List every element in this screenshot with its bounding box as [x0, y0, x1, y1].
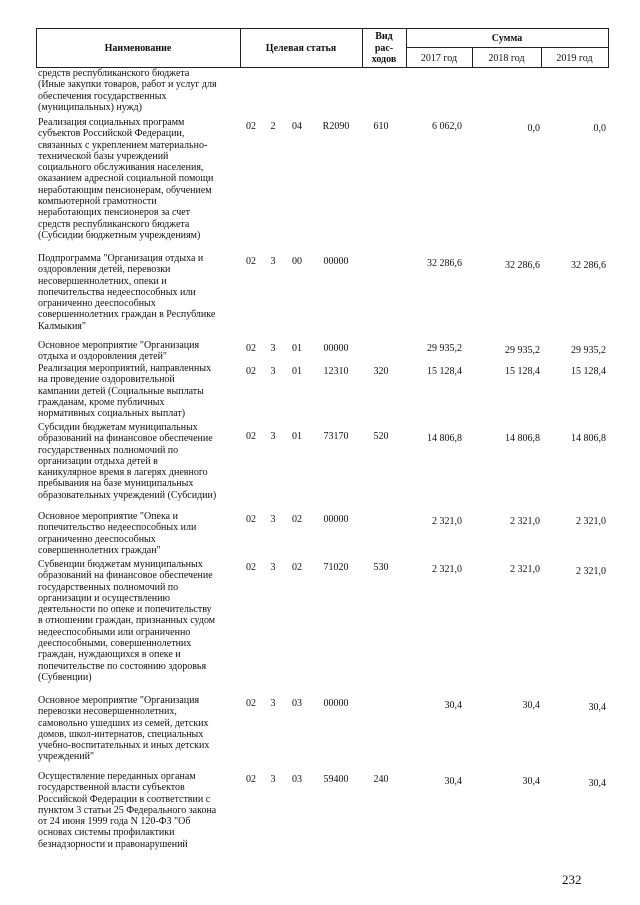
row-code-subprogram: 3: [270, 256, 276, 267]
row-code-program: 02: [246, 366, 256, 377]
row-code-subprogram: 3: [270, 431, 276, 442]
row-code-program: 02: [246, 562, 256, 573]
sum-subheader-border: [406, 47, 608, 48]
row-sum-2017: 14 806,8: [427, 433, 462, 444]
header-kind: Вид рас- ходов: [371, 31, 397, 65]
row-code-subprogram: 3: [270, 698, 276, 709]
row-sum-2018: 30,4: [522, 700, 540, 711]
row-code-subprogram: 3: [270, 514, 276, 525]
row-code-program: 02: [246, 431, 256, 442]
row-expense-kind: 610: [373, 121, 389, 132]
row-code-program: 02: [246, 121, 256, 132]
row-sum-2018: 29 935,2: [505, 345, 540, 356]
header-sum: Сумма: [491, 33, 523, 44]
row-name: Реализация мероприятий, направленных на проведение оздоровительной кампании детей (Социальные выплаты гражданам, кроме публичных нормативных социальных выплат): [38, 363, 212, 420]
page-number: 232: [562, 872, 582, 887]
row-expense-kind: 520: [373, 431, 389, 442]
row-code-direction: 00000: [323, 514, 349, 525]
row-code-activity: 02: [292, 514, 302, 525]
row-code-subprogram: 3: [270, 562, 276, 573]
row-code-subprogram: 3: [270, 366, 276, 377]
row-sum-2017: 32 286,6: [427, 258, 462, 269]
header-2018: 2018 год: [488, 53, 525, 64]
row-sum-2018: 2 321,0: [510, 564, 540, 575]
header-target: Целевая статья: [265, 43, 337, 54]
row-name: Подпрограмма "Организация отдыха и оздоровления детей, перевозки несовершеннолетних, опеки и попечительства недееспособных или ограниченно дееспособных совершеннолетних граждан в Республике Калмыкия": [38, 253, 216, 332]
row-name: Реализация социальных программ субъектов Российской Федерации, связанных с укреплением материально- технической базы учреждений социального обслуживания населения, оказанием адресной социальной помощи неработающим пенсионерам, обучением компьютерной грамотности неработающих пенсионеров за счет средств республиканского бюджета (Субсидии бюджетным учреждениям): [38, 117, 214, 241]
row-code-activity: 03: [292, 698, 302, 709]
row-sum-2018: 0,0: [527, 123, 540, 134]
row-code-direction: 00000: [323, 698, 349, 709]
row-sum-2017: 30,4: [444, 776, 462, 787]
row-sum-2019: 29 935,2: [571, 345, 606, 356]
row-code-program: 02: [246, 343, 256, 354]
row-name: Основное мероприятие "Опека и попечительство недееспособных или ограниченно дееспособных совершеннолетних граждан": [38, 511, 197, 556]
row-expense-kind: 240: [373, 774, 389, 785]
row-code-program: 02: [246, 514, 256, 525]
row-sum-2017: 15 128,4: [427, 366, 462, 377]
row-code-direction: 73170: [323, 431, 349, 442]
row-code-activity: 00: [292, 256, 302, 267]
row-sum-2019: 2 321,0: [576, 516, 606, 527]
row-sum-2019: 2 321,0: [576, 566, 606, 577]
row-code-direction: R2090: [322, 121, 350, 132]
row-code-activity: 02: [292, 562, 302, 573]
header-2019: 2019 год: [556, 53, 593, 64]
row-code-direction: 59400: [323, 774, 349, 785]
row-code-direction: 00000: [323, 256, 349, 267]
row-sum-2017: 2 321,0: [432, 516, 462, 527]
row-code-activity: 04: [292, 121, 302, 132]
row-expense-kind: 530: [373, 562, 389, 573]
row-name: Основное мероприятие "Организация отдыха и оздоровления детей": [38, 340, 200, 363]
row-sum-2019: 30,4: [588, 778, 606, 789]
row-code-subprogram: 3: [270, 774, 276, 785]
row-sum-2019: 0,0: [593, 123, 606, 134]
row-code-activity: 01: [292, 366, 302, 377]
row-sum-2018: 14 806,8: [505, 433, 540, 444]
row-name: Осуществление переданных органам государственной власти субъектов Российской Федерации в соответствии с пунктом 3 статьи 25 Федерального закона от 24 июня 1999 года N 120-ФЗ "Об основах системы профилактики безнадзорности и правонарушений: [38, 771, 217, 850]
row-sum-2017: 6 062,0: [432, 121, 462, 132]
row-code-program: 02: [246, 256, 256, 267]
row-code-subprogram: 3: [270, 343, 276, 354]
row-sum-2018: 30,4: [522, 776, 540, 787]
row-code-direction: 71020: [323, 562, 349, 573]
row-name: Субсидии бюджетам муниципальных образований на финансовое обеспечение государственных полномочий по организации отдыха детей в каникулярное время в лагерях дневного пребывания на базе муниципальных образовательных учреждений (Субсидии): [38, 422, 217, 501]
row-expense-kind: 320: [373, 366, 389, 377]
row-sum-2019: 15 128,4: [571, 366, 606, 377]
row-sum-2019: 14 806,8: [571, 433, 606, 444]
row-sum-2017: 2 321,0: [432, 564, 462, 575]
row-code-activity: 01: [292, 343, 302, 354]
row-code-direction: 12310: [323, 366, 349, 377]
row-sum-2018: 2 321,0: [510, 516, 540, 527]
row-sum-2019: 32 286,6: [571, 260, 606, 271]
row-sum-2018: 32 286,6: [505, 260, 540, 271]
row-code-direction: 00000: [323, 343, 349, 354]
header-2017: 2017 год: [420, 53, 458, 64]
row-sum-2017: 29 935,2: [427, 343, 462, 354]
row-code-activity: 01: [292, 431, 302, 442]
row-name: Основное мероприятие "Организация перевозки несовершеннолетних, самовольно ушедших из семей, детских домов, школ-интернатов, специальных учебно-воспитательных и иных детских учреждений": [38, 695, 210, 763]
header-right-border: [608, 28, 609, 68]
row-name: Субвенции бюджетам муниципальных образований на финансовое обеспечение государственных полномочий по организации и осуществлению деятельности по опеке и попечительству в отношении граждан, признанных судом недееспособными или ограниченно дееспособными, совершеннолетних граждан, нуждающихся в опеке и попечительстве по состоянию здоровья (Субвенции): [38, 559, 216, 683]
row-sum-2018: 15 128,4: [505, 366, 540, 377]
row-code-activity: 03: [292, 774, 302, 785]
row-sum-2019: 30,4: [588, 702, 606, 713]
row-code-subprogram: 2: [270, 121, 276, 132]
row-sum-2017: 30,4: [444, 700, 462, 711]
row-name: средств республиканского бюджета (Иные закупки товаров, работ и услуг для обеспечения государственных (муниципальных) нужд): [38, 68, 217, 113]
row-code-program: 02: [246, 698, 256, 709]
header-top-border: [36, 28, 608, 29]
row-code-program: 02: [246, 774, 256, 785]
header-name: Наименование: [104, 43, 172, 54]
